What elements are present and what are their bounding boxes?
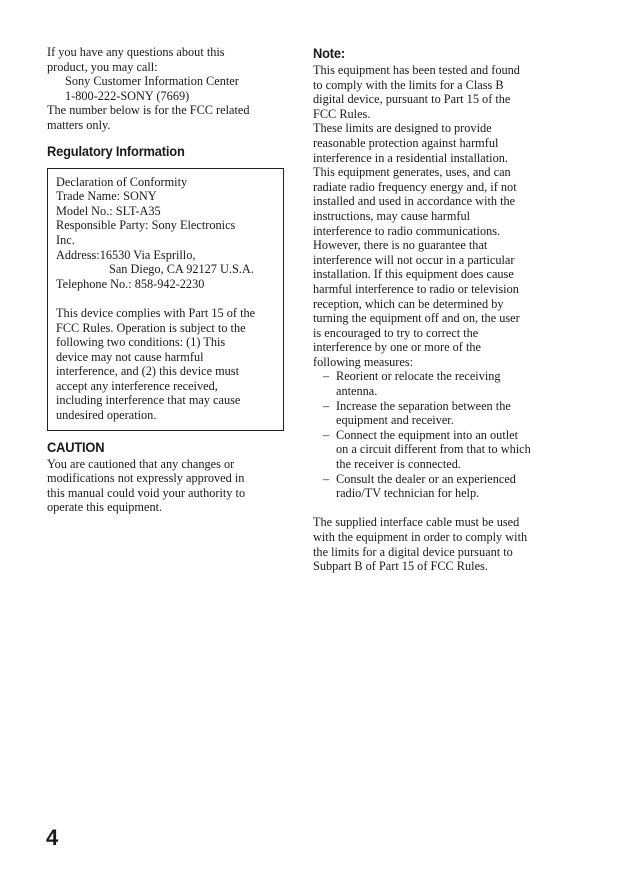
box-line: interference, and (2) this device must (56, 364, 240, 379)
dash-bullet-icon: – (323, 471, 330, 486)
telephone-line: Telephone No.: 858-942-2230 (56, 276, 205, 291)
text-line: This equipment has been tested and found (313, 63, 520, 77)
measure-item (313, 472, 558, 501)
regulatory-heading: Regulatory Information (47, 142, 185, 159)
measure-item (313, 428, 558, 472)
text-line: installation. If this equipment does cause (313, 267, 514, 282)
box-line: Inc. (56, 232, 75, 247)
text-line: installed and used in accordance with the (313, 194, 516, 209)
text-line: this manual could void your authority to (47, 485, 246, 500)
measures-list (313, 369, 558, 500)
cable-paragraph (313, 515, 558, 573)
measure-text: Connect the equipment into an outlet (336, 427, 519, 442)
text-line: The supplied interface cable must be used (313, 515, 520, 530)
box-line: Trade Name: SONY (56, 189, 157, 204)
text-line: harmful interference to radio or television (313, 281, 519, 296)
text-line: matters only. (47, 117, 111, 132)
intro-paragraph (47, 45, 287, 133)
box-line: including interference that may cause (56, 393, 241, 408)
box-line: undesired operation. (56, 408, 157, 423)
text-line: reception, which can be determined by (313, 296, 504, 311)
measure-text: Consult the dealer or an experienced (336, 471, 516, 486)
text-line: modifications not expressly approved in (47, 471, 245, 486)
box-line: Declaration of Conformity (56, 174, 188, 189)
measure-text: on a circuit different from that to which (336, 442, 531, 457)
note-paragraph (313, 63, 558, 369)
measure-text: Increase the separation between the (336, 398, 511, 413)
measure-text: Reorient or relocate the receiving (336, 369, 501, 384)
box-line: Responsible Party: Sony Electronics (56, 218, 236, 233)
dash-bullet-icon: – (323, 398, 330, 413)
compliance-paragraph (56, 306, 275, 423)
text-line: radiate radio frequency energy and, if not (313, 179, 517, 194)
text-line: You are cautioned that any changes or (47, 456, 235, 471)
text-line: following measures: (313, 354, 414, 369)
text-line: instructions, may cause harmful (313, 208, 471, 223)
text-line: operate this equipment. (47, 500, 163, 515)
measure-item (313, 399, 558, 428)
box-line: accept any interference received, (56, 378, 218, 393)
text-line: turning the equipment off and on, the user (313, 311, 520, 326)
box-line: Model No.: SLT-A35 (56, 203, 161, 218)
text-line: Subpart B of Part 15 of FCC Rules. (313, 559, 488, 574)
text-line: with the equipment in order to comply with (313, 530, 528, 544)
page-number: 4 (46, 825, 59, 850)
box-line: following two conditions: (1) This (56, 335, 226, 350)
text-line: interference by one or more of the (313, 340, 481, 355)
text-line: If you have any questions about this (47, 45, 225, 59)
box-line: FCC Rules. Operation is subject to the (56, 320, 246, 335)
dash-bullet-icon: – (323, 427, 330, 442)
right-column (313, 45, 558, 574)
caution-paragraph (47, 457, 287, 515)
caution-heading: CAUTION (47, 438, 105, 455)
address-line-2: San Diego, CA 92127 U.S.A. (109, 262, 254, 277)
dash-bullet-icon: – (323, 369, 330, 384)
text-line: reasonable protection against harmful (313, 135, 499, 150)
measure-text: the receiver is connected. (336, 457, 461, 472)
box-line: This device complies with Part 15 of the (56, 305, 256, 320)
text-line: interference to radio communications. (313, 223, 501, 238)
text-line: the limits for a digital device pursuant to (313, 544, 513, 559)
text-line: However, there is no guarantee that (313, 238, 488, 253)
text-line: to comply with the limits for a Class B (313, 77, 504, 92)
text-line: This equipment generates, uses, and can (313, 165, 511, 180)
box-line: device may not cause harmful (56, 349, 204, 364)
measure-text: equipment and receiver. (336, 413, 454, 428)
text-line: interference in a residential installation. (313, 150, 508, 165)
text-line: FCC Rules. (313, 106, 371, 121)
measure-text: antenna. (336, 384, 378, 399)
contact-name: Sony Customer Information Center (65, 74, 239, 89)
left-column (47, 45, 287, 515)
text-line: digital device, pursuant to Part 15 of the (313, 92, 511, 107)
text-line: The number below is for the FCC related (47, 103, 250, 118)
measure-item (313, 369, 558, 398)
box-line: Address:16530 Via Esprillo, (56, 247, 196, 262)
declaration-of-conformity-box (47, 168, 284, 431)
text-line: product, you may call: (47, 59, 158, 74)
measure-text: radio/TV technician for help. (336, 486, 480, 501)
text-line: These limits are designed to provide (313, 121, 492, 136)
text-line: is encouraged to try to correct the (313, 325, 479, 340)
note-heading: Note: (313, 45, 345, 61)
text-line: interference will not occur in a particular (313, 252, 515, 267)
contact-phone: 1-800-222-SONY (7669) (65, 88, 190, 103)
